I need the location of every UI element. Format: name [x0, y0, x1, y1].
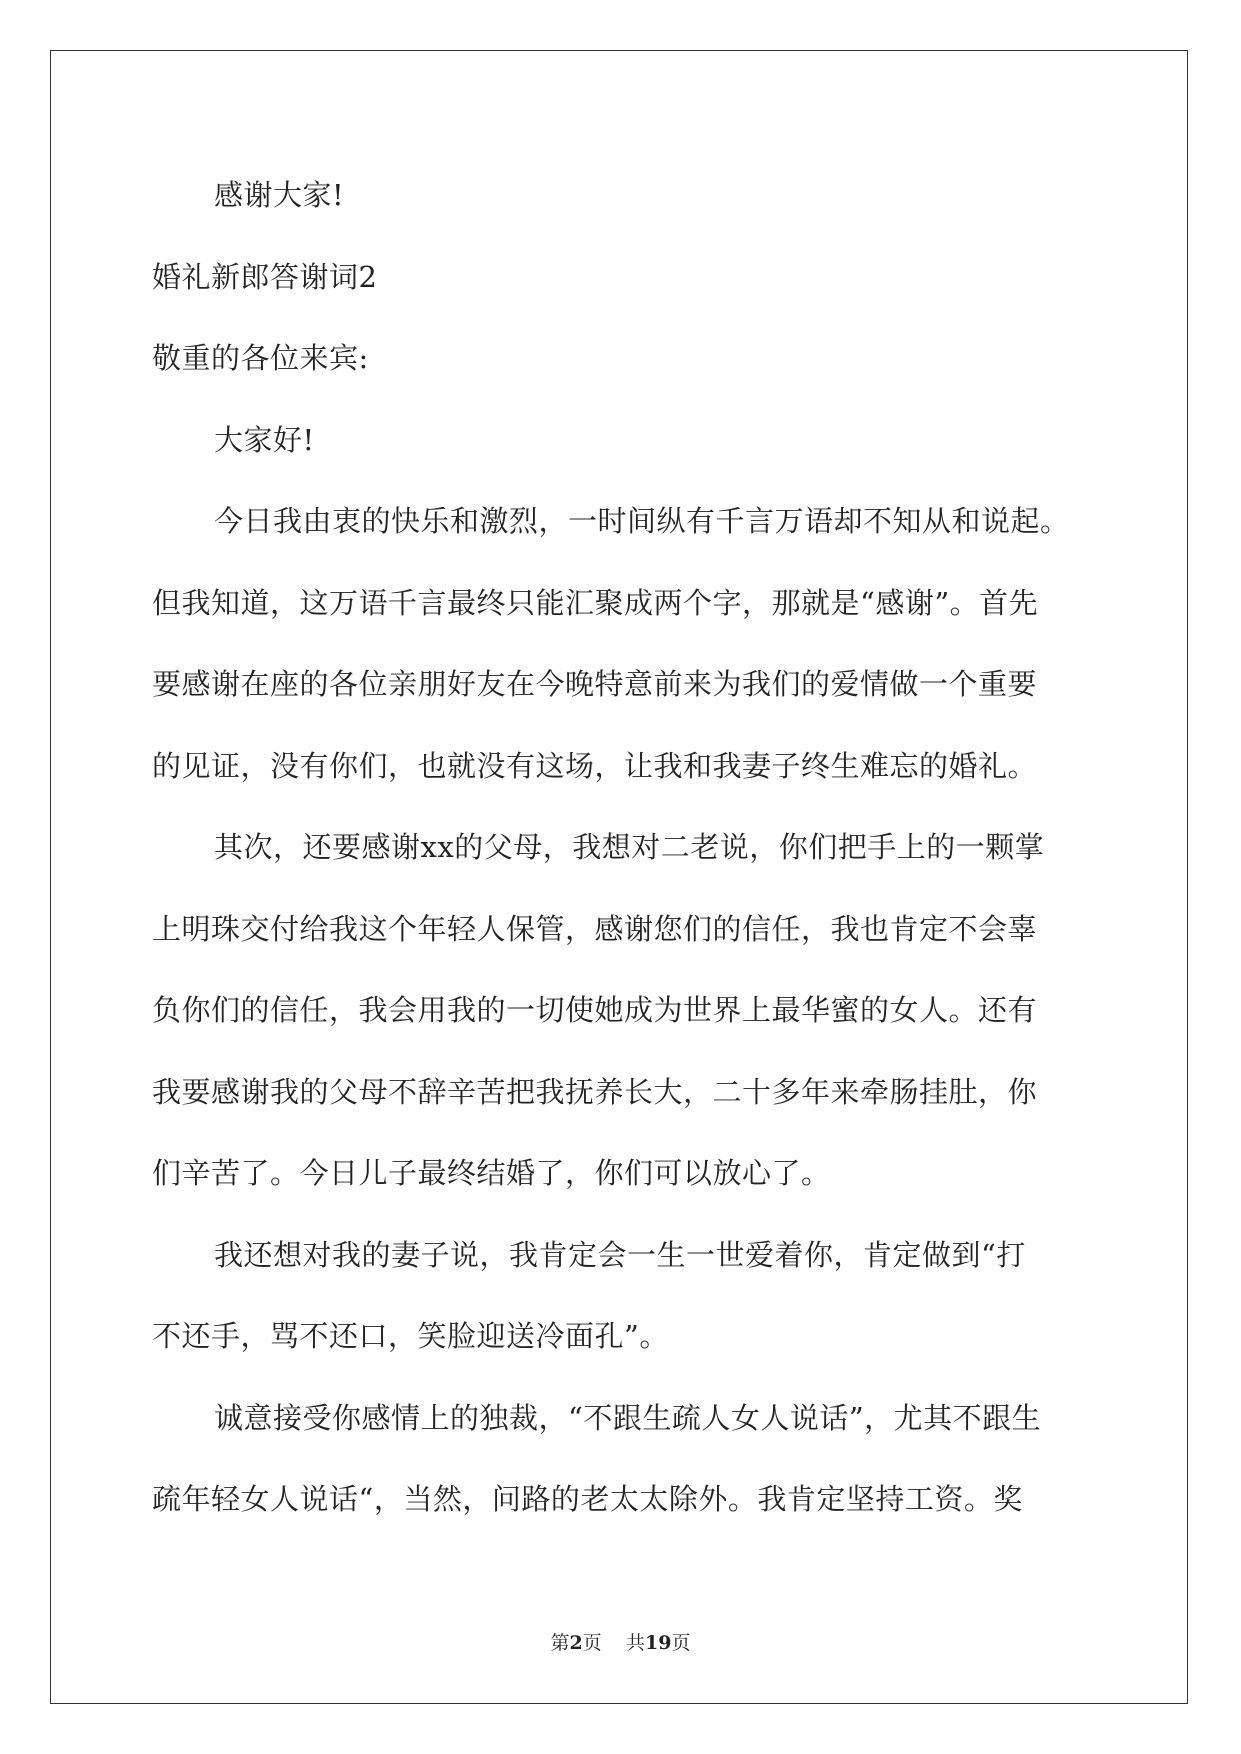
text-line: 上明珠交付给我这个年轻人保管，感谢您们的信任，我也肯定不会辜	[152, 911, 1038, 946]
footer-total-unit: 页	[671, 1632, 691, 1654]
document-body	[152, 155, 1092, 1541]
footer-total-prefix: 共	[625, 1632, 645, 1654]
text-line: 们辛苦了。今日儿子最终结婚了，你们可以放心了。	[152, 1156, 831, 1190]
text-line: 我要感谢我的父母不辞辛苦把我抚养长大，二十多年来牵肠挂肚，你	[152, 1074, 1038, 1109]
text-line: 但我知道，这万语千言最终只能汇聚成两个字，那就是“感谢”。首先	[152, 585, 1039, 620]
footer-page-unit: 页	[582, 1632, 602, 1654]
page-footer	[0, 1628, 1241, 1655]
text-line: 其次，还要感谢xx的父母，我想对二老说，你们把手上的一颗掌	[214, 830, 1045, 864]
text-line: 负你们的信任，我会用我的一切使她成为世界上最华蜜的女人。还有	[152, 993, 1038, 1027]
footer-page-number: 2	[569, 1632, 583, 1654]
text-line: 大家好!	[214, 422, 315, 457]
text-line: 要感谢在座的各位亲朋好友在今晚特意前来为我们的爱情做一个重要	[152, 667, 1038, 701]
text-line: 婚礼新郎答谢词2	[152, 259, 378, 294]
text-line: 的见证，没有你们，也就没有这场，让我和我妻子终生难忘的婚礼。	[152, 748, 1038, 783]
footer-total-pages: 19	[644, 1632, 672, 1654]
text-line: 我还想对我的妻子说，我肯定会一生一世爱着你，肯定做到“打	[214, 1237, 1026, 1272]
text-line: 诚意接受你感情上的独裁，“不跟生疏人女人说话”，尤其不跟生	[214, 1400, 1042, 1435]
text-line: 敬重的各位来宾:	[152, 341, 369, 375]
text-line: 感谢大家!	[214, 178, 345, 212]
text-line: 不还手，骂不还口，笑脸迎送冷面孔”。	[152, 1319, 669, 1353]
text-line: 疏年轻女人说话“，当然，问路的老太太除外。我肯定坚持工资。奖	[152, 1482, 1023, 1516]
footer-prefix: 第	[550, 1632, 570, 1654]
text-line: 今日我由衷的快乐和激烈，一时间纵有千言万语却不知从和说起。	[214, 504, 1070, 538]
